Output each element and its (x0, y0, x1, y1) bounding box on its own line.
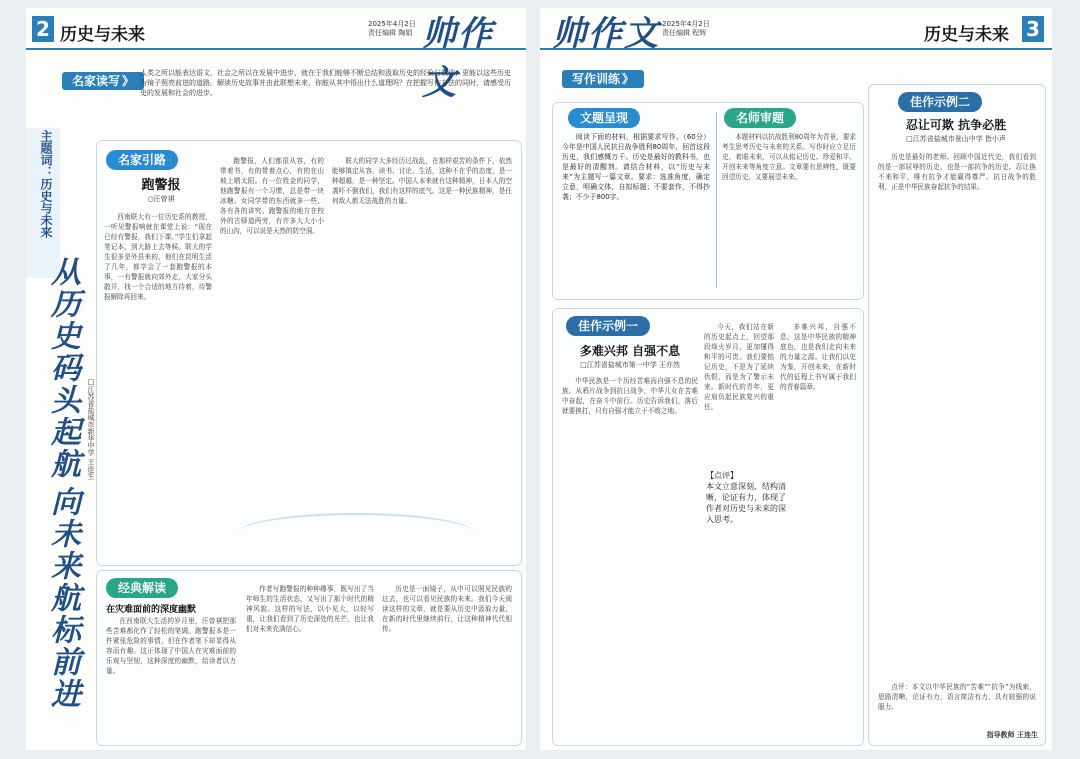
left-date: 2025年4月2日 (368, 20, 416, 28)
label-sample-2: 佳作示例二 (898, 92, 982, 112)
sample1-title: 多难兴邦 自强不息 (579, 344, 681, 358)
prompt-text: 阅读下面的材料，根据要求写作。（60分）今年是中国人民抗日战争胜利80周年，回首这段历史，我们感慨万千。历史是最好的教科书，也是最好的清醒剂。请结合材料，以“历史与未来”为主题写一篇文章。要求：选准角度，确定立意，明确文体，自拟标题；不要套作，不得抄袭；不少于800字。 (562, 133, 710, 201)
label-prompt: 文题呈现 (568, 108, 640, 128)
author-vertical: □江苏省盐城市新华中学 王连生 (87, 378, 95, 480)
left-page (26, 8, 526, 750)
label-analysis: 名师审题 (724, 108, 796, 128)
right-masthead: 帅作文 (552, 14, 660, 54)
article1-title: 跑警报 (141, 178, 181, 193)
slogan-vertical-1: 从历史码头起航 (45, 256, 80, 480)
right-section-title: 历史与未来 (924, 25, 1009, 45)
article2-col1: 在西南联大生活的岁月里，汪曾祺把那些苦难都化作了轻松的笔调。跑警报本是一件紧张危险的事情，但在作者笔下却显得从容而有趣。这正体现了中国人在灾难面前的乐观与坚韧，这种深度的幽默，给读者以力量。 (106, 617, 236, 675)
left-editor: 责任编辑 陶娟 (368, 29, 413, 37)
column-label-writing-training: 写作训练 》 (562, 70, 644, 88)
right-date: 2025年4月2日 (662, 20, 710, 28)
right-page-number: 3 (1022, 16, 1044, 42)
right-page (540, 8, 1052, 750)
sample1-author: □江苏省盐城市第一中学 王亦然 (580, 361, 680, 369)
left-page-number: 2 (32, 16, 54, 42)
article1-author: ○汪曾祺 (147, 195, 175, 203)
column-label-famous-reading: 名家读写 》 (62, 72, 144, 90)
sample2-title: 忍让可欺 抗争必胜 (905, 118, 1007, 132)
article2-col2: 作者写跑警报的种种趣事，既写出了当年师生的生活状态，又写出了那个时代的精神风貌。这样的写法，以小见大，以轻写重，让我们看到了历史深处的光芒，也让我们对未来充满信心。 (246, 585, 374, 633)
right-editor: 责任编辑 程辉 (662, 29, 707, 37)
sample1-col2: 今天，我们站在新的历史起点上，回望那段烽火岁月，更加懂得和平的可贵。我们要铭记历史，不是为了延续仇恨，而是为了警示未来。新时代的青年，更应肩负起民族复兴的重任。 (704, 323, 774, 411)
sample2-author: □江苏省盐城市景山中学 皆小声 (906, 135, 1006, 143)
sample1-col1: 中华民族是一个历经苦难而自强不息的民族。从鸦片战争到抗日战争，中华儿女在苦难中奋起，在奋斗中前行。历史告诉我们，落后就要挨打，只有自强才能立于不败之地。 (562, 377, 698, 415)
sample2-comment: 点评：本文以中华民族的“苦难”“抗争”为线索，思路清晰，论证有力，语言简洁有力，具有较强的说服力。 (878, 683, 1036, 711)
prompt-divider (716, 112, 717, 288)
sample2-col1: 历史是最好的老师。回顾中国近代史，我们看到的是一部屈辱的历史，也是一部抗争的历史。忍让换不来和平，唯有抗争才能赢得尊严。抗日战争的胜利，正是中华民族奋起抗争的结果。 (878, 153, 1036, 191)
sample2-teacher: 指导教师 王连生 (986, 731, 1038, 739)
article1-col2: 跑警报，人们都很从容，有的带着书，有的带着点心，有的在山坡上晒太阳。有一位姓金的同学，他跑警报有一个习惯，总是带一块冰糖。女同学带的东西就多一些，各有各的讲究。跑警报的地方在校外的古驿道两旁，有许多大大小小的山沟，可以说是天然的防空洞。 (220, 157, 324, 235)
left-date-block (368, 20, 416, 38)
label-classic-reading: 经典解读 (106, 578, 178, 598)
sample1-note-title: 【点评】 (706, 471, 738, 480)
sample1-col3: 多难兴邦，自强不息。这是中华民族的精神底色，也是我们走向未来的力量之源。让我们以史为鉴，开创未来，在新时代的征程上书写属于我们的青春篇章。 (780, 323, 856, 391)
left-masthead: 帅作文 (422, 14, 494, 103)
sample1-note (706, 470, 786, 525)
article1-col1: 西南联大有一位历史系的教授，一听见警报响就在课堂上说：“现在已经有警报，我们下课。”学生们拿起笔记本，到大路上去等候。联大的学生很多是外县来的，他们在昆明生活了几年，都学会了一套跑警报的本事，一有警报就向郊外走，大家分头散开，找一个合适的地方待着，待警报解除再回来。 (104, 213, 212, 301)
slogan-vertical-2: 向未来航标前进 (45, 486, 80, 710)
left-lead-text: 人类之所以能表达语文，社会之所以在发展中进步，就在于我们能够不断总结和汲取历史的经验与教训，更能以这些历史为镜子照亮前进的道路。解读历史故事并由此联想未来，你能从其中悟出什么道理吗？在把握写作方法的同时，请感受历史的发展和社会的进步。 (140, 69, 511, 97)
article2-col3: 历史是一面镜子，从中可以照见民族的过去，也可以看见民族的未来。我们今天阅读这样的文章，就是要从历史中汲取力量，在新的时代里继续前行，让这种精神代代相传。 (382, 585, 512, 633)
analysis-text: 本题材料以抗战胜利80周年为背景，要求考生思考历史与未来的关系。写作时应立足历史，着眼未来，可以从铭记历史、珍爱和平、开创未来等角度立意。文章要有思辨性，既要回望历史，又要展望未来。 (722, 133, 856, 181)
right-header (540, 8, 1052, 54)
article1-col3: 联大的同学大多经历过战乱，在那样艰苦的条件下，依然能够镇定从容，读书、讨论、生活，这种不在乎的态度，是一种超越，是一种坚定。中国人本来就有这种精神，日本人的空袭吓不倒我们，我们有这样的底气。这是一种民族精神，是任何敌人都无法战胜的力量。 (332, 157, 512, 205)
decorative-wave (236, 513, 476, 555)
left-section-title: 历史与未来 (60, 25, 145, 45)
label-sample-1: 佳作示例一 (566, 316, 650, 336)
article2-title: 在灾难面前的深度幽默 (106, 605, 197, 615)
right-date-block (662, 20, 710, 38)
label-famous-guide: 名家引路 (106, 150, 178, 170)
sample1-note-text: 本文立意深刻，结构清晰，论证有力，体现了作者对历史与未来的深入思考。 (706, 482, 786, 524)
theme-vertical: 主题词：历史与未来 (39, 130, 53, 238)
